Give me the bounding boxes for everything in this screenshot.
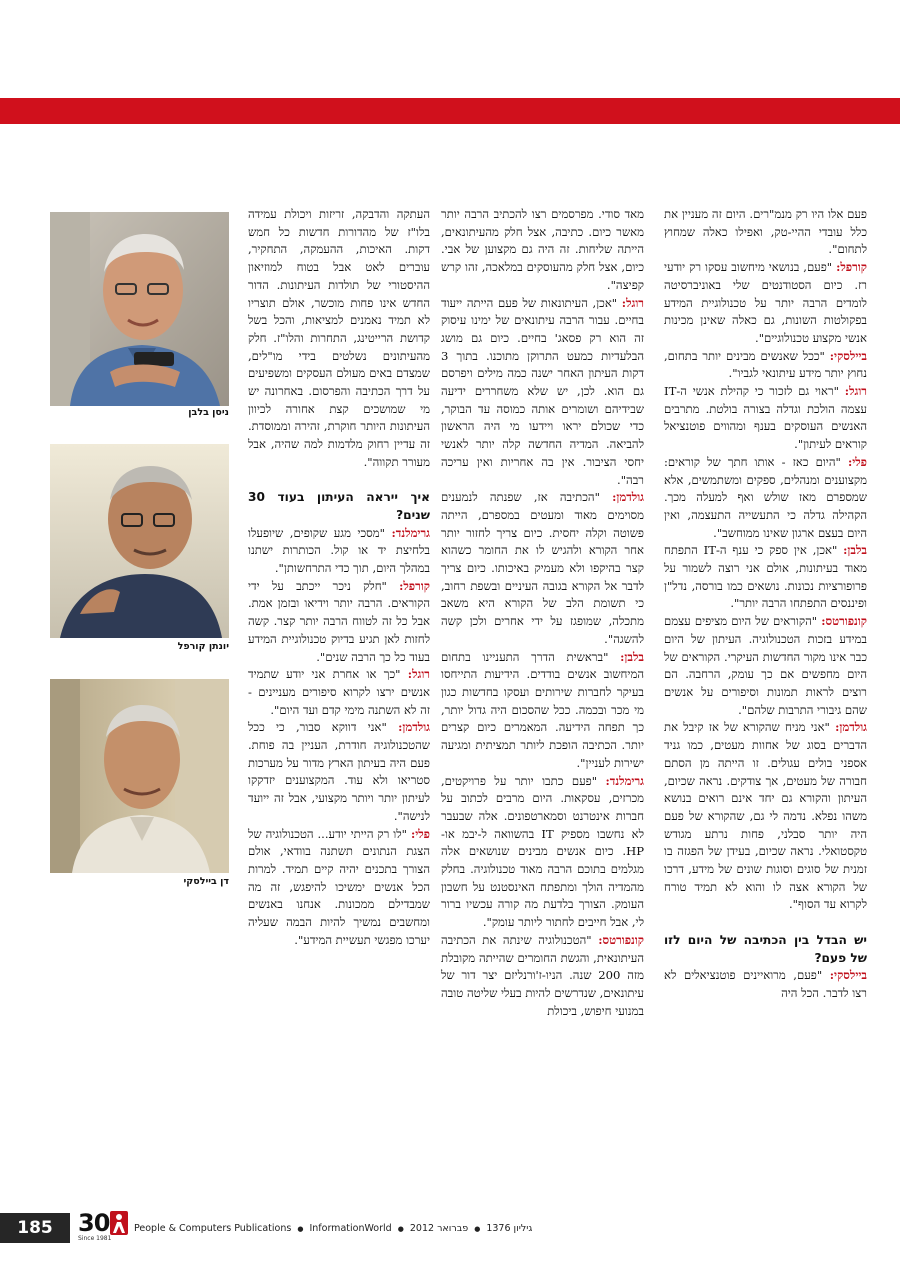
photo-yonatan-korpel — [50, 444, 229, 638]
speaker-name: רוגל: — [407, 667, 430, 682]
speaker-name: קונפורטס: — [821, 614, 867, 629]
paragraph-text: "חלק ניכר ייכתב על ידי הקוראים. הרבה יותר וידיאו ובזמן אמת. אבל כל זה לטווח הרבה יותר קצר. קשה לחזות לאן תגיע בדיוק טכנולוגיית המידע בעוד כל כך הרבה שנים". — [248, 578, 430, 664]
speaker-name: פלי: — [847, 454, 867, 469]
anniversary-logo — [78, 1211, 130, 1245]
paragraph — [248, 719, 430, 825]
speaker-name: ביילסקי: — [829, 968, 867, 983]
footer-separator-3: ● — [474, 1225, 481, 1233]
photo-nissan-balaban — [50, 212, 229, 406]
paragraph — [664, 454, 867, 543]
paragraph-text: "פעם, בנושאי מיחשוב עסקו רק יודעי רז. כיום הסטודנטים שלי באוניברסיטה לומדים הרבה יותר על טכנולוגיית המידע בפקולטות השונות, גם כאלה שאינן מכינות אנשי מקצוע טכנולוגיים". — [664, 260, 867, 345]
footer-issue-date: פברואר 2012 — [409, 1223, 469, 1234]
logo-since: Since 1981 — [78, 1235, 112, 1242]
paragraph — [248, 826, 430, 950]
paragraph-text: "מסכי מגע שקופים, שיופעלו בלחיצת יד או קול. הכותרות ישתנו במהלך היום, תוך כדי התרחשותן". — [248, 525, 430, 576]
paragraph — [664, 259, 867, 348]
speaker-name: גולדמן: — [612, 490, 644, 505]
paragraph-text: "היום כאז - אותו חתך של קוראים: מקצוענים ומנהלים, ספקים ומשתמשים, אלא שמספרם מאז שולש ואף למעלה מכך. הקהילה גדלה כי התעשייה התעצמה, ואין היום בעצם ארגון שאינו ממוחשב". — [664, 454, 867, 540]
paragraph-text: פעם אלו היו רק מנמ"רים. היום זה מעניין את כלל עובדי ההיי-טק, ואפילו כאלה שמחוץ לתחום". — [664, 207, 867, 257]
paragraph — [248, 578, 430, 667]
paragraph-text: "ראוי גם לזכור כי קהילת אנשי ה-IT עצמה הולכת וגדלה בצורה בולטת. מתרבים האנשים העוסקים בענף ומהווים פוטנציאל קוראים לעיתון". — [664, 384, 867, 452]
speaker-name: גולדמן: — [835, 720, 867, 735]
paragraph — [248, 666, 430, 719]
footer-credits — [134, 1223, 532, 1234]
paragraph-text: מאד סודי. מפרסמים רצו להכתיב הרבה יותר מאשר כיום. כתיבה, אצל חלק מהעיתונאים, הייתה שליחות. זה היה גם מקצוען של אבי. כיום, אצל חלק מהעוסקים במלאכה, זהו קרש קפיצה". — [441, 207, 644, 292]
logo-number: 30 — [78, 1209, 110, 1237]
header-red-bar — [0, 98, 900, 124]
paragraph — [441, 489, 644, 648]
paragraph-text: "כך או אחרת אני יודע שתמיד אנשים ירצו לקרוא סיפורים מעניינים - זה לא השתנה מימי קדם ועד היום". — [248, 667, 430, 717]
speaker-name: קורפל: — [399, 578, 430, 593]
paragraph-text: "הכתיבה אז, שפנתה לנמענים מסוימים מאוד ומעטים במספרם, הייתה פשוטה וקלה יחסית. כיום צריך לחזור יותר אחר הקורא ולהגיש לו את החומר כשהוא קצר בהיקפו ולא מעמיק באיכותו. כיום צריך לדבר אל הקורא בגובה העיניים ובשפת רחוב, כי תשומת הלב של הקורא היא משאב מתכלה, שמופגז על ידי אחרים ולכן קשה להשגה". — [441, 490, 644, 646]
article-column-2 — [441, 206, 644, 1020]
speaker-name: גולדמן: — [398, 720, 430, 735]
paragraph-text: "אכן, העיתונאות של פעם הייתה ייעוד בחיים. עבור הרבה עיתונאים של ימינו עיסוק זה הוא רק פסאג' בחיים. כיום גם מושג הבלעדיות כמעט התרוקן מתוכנו. בתוך 3 דקות העיתון האחר ישנה כמה מילים ויפרסם גם הוא. לכן, יש שלא משחררים ידיעה שבידיהם ושומרים אותה כמוסה עד הבוקר, כדי שכולם יראו ויידעו מי היה הראשון להביאה. המדיה החדשה קלה יותר לאנשי יחסי הציבור. אין בה אחריות ואין עריכה רבה". — [441, 295, 644, 487]
paragraph — [441, 295, 644, 490]
paragraph-text: "הקוראים של היום מציפים עצמם במידע בזכות הטכנולוגיה. העיתון של היום כבר אינו מקור החדשות העיקרי. הקוראים של היום מחפשים אם כך עומק, הרחבה. הם רוצים לראות תמונות וסיפורים על אנשים שהם גיבורי התרבות שלהם". — [664, 614, 867, 717]
paragraph-gap — [664, 914, 867, 932]
paragraph — [664, 967, 867, 1002]
speaker-name: רוגל: — [844, 384, 867, 399]
footer-issue-number: גיליון 1376 — [486, 1223, 533, 1234]
paragraph-text: "הטכנולוגיה שינתה את הכתיבה העיתונאית, והגשת החומרים שהייתה מקובלת מזה 200 שנה. הניו-ז'ורנליזם יצר דור של עיתונאים, שנדרשים להיות בעלי שליטה טובה במנועי חיפוש, ביכולת — [441, 932, 644, 1018]
paragraph — [664, 348, 867, 383]
paragraph — [441, 932, 644, 1021]
paragraph-text: "אכן, אין ספק כי ענף ה-IT התפתח מאוד בעיתונות, אולם אני רוצה לשמור על פרופורציות נכונות. נושאים כמו בורסה, נדל"ן ופיננסים התפתחו הרבה יותר". — [664, 543, 867, 611]
paragraph-text: העתקה והדבקה, זריזות ויכולת עמידה בלו"ז של מהדורות חדשות כל חמש דקות. האיכות, ההעמקה, התחקיר, עוברים לאט אבל בטוח למוזיאון ההיסטורי של תולדות העיתונות. הדור החדש אינו פחות מוכשר, אולם תוצריו לא תמיד נאמנים למציאות, והכל בשל קדושת הרייטינג, התחרות והלו"ז. חלק מהעיתונים נשלטים בידי מו"לים, שמצדם באים מעולם העסקים ומשפיעים על דרך הכתיבה והפרסום. באחרונה יש מי שמושכים קצת אחורה לכיוון העיתונות היותר חוקרת, זהירה וממוסדת. זה עדיין רחוק מלדמות למה שהיה, אבל מעורר תקווה". — [248, 207, 430, 469]
footer-separator-2: ● — [397, 1225, 404, 1233]
paragraph-text: "בראשית הדרך התעניינו בתחום המיחשוב אנשים בודדים. הידיעות התייחסו בעיקר לחברות שירותים ועסקו בחדשות כגון מי מכר ובכמה. ככל שהסכום היה גדול יותר, כך תפחה הידיעה. המאמרים כיום קצרים יותר. הכתיבה הופכת ליותר תמציתית ומגיעה ישירות לעניין". — [441, 649, 644, 770]
speaker-name: בלבן: — [620, 649, 644, 664]
article-column-1 — [664, 206, 867, 1003]
paragraph — [664, 719, 867, 914]
article-column-3 — [248, 206, 430, 950]
paragraph — [664, 206, 867, 259]
section-question: יש הבדל בין הכתיבה של היום לזו של פעם? — [664, 932, 867, 965]
paragraph-gap — [248, 472, 430, 490]
paragraph — [664, 383, 867, 454]
paragraph — [441, 649, 644, 773]
paragraph — [248, 525, 430, 578]
paragraph-text: "אני מניח שהקורא של אז קיבל את הדברים בסוג של אחוות מעטים, כמו גניד אספני בולים עגולים. זו הייתה מן הסתם חבורה של מעטים, אך צודקים. נראה שכיום, העיתון והקורא גם יחד אינם רואים בנושא משהו נפלא. נדמה לי גם, שהקורא של פעם היה יותר סבלני, פחות נרתע מגודש טקסטואלי. נראה שכיום, בעידן של הפגזה בו זמנית של סוגים וסוגות שונים של מידע, דרכו של הקורא אצה לו והוא לא תמיד טורח לקרוא עד הסוף". — [664, 720, 867, 912]
paragraph — [664, 542, 867, 613]
paragraph — [664, 613, 867, 719]
paragraph — [441, 773, 644, 932]
logo-figure-icon — [110, 1211, 128, 1235]
paragraph-text: "פעם כתבו יותר על פרויקטים, מכרזים, עסקאות. היום מרבים לכתוב על חברות אינטרנט וסמארטפונים. אלה שבעבר לא נחשבו מספיק IT בהשוואה ל-יבמ או-HP. כיום אנשים מבינים שנושאים אלה מגלמים בתוכם הרבה מאוד טכנולוגיה. בחלק מהמדיה הולך ומתפתח האינסטנט על חשבון העומק. הצורך בלדעת מה קורה עכשיו ברור לי, אבל חייבים לחתור ליותר עומק". — [441, 773, 644, 930]
paragraph-text: "לו רק הייתי יודע... הטכנולוגיה של הצגת הנתונים תשתנה בוודאי, אולם הצורך בתכנים יהיה קיים תמיד. למרות הכל אנשים ימשיכו להיפגש, זה מה שמבדילם ממכונות. אנחנו באנשים ומחשבים נמשיך להיות הבמה שעליה יערכו מפגשי תעשיית המידע". — [248, 826, 430, 947]
photo-caption-1: ניסן בלבן — [188, 407, 229, 418]
footer-product: InformationWorld — [309, 1223, 392, 1234]
paragraph-text: "ככל שאנשים מבינים יותר בתחום, נחוץ יותר מידע עיתונאי לגביו". — [664, 348, 867, 381]
speaker-name: קונפורטס: — [598, 932, 644, 947]
speaker-name: קורפל: — [836, 260, 867, 275]
paragraph-text: "פעם, מרואיינים פוטנציאלים לא רצו לדבר. הכל היה — [664, 968, 867, 1000]
section-question: איך ייראה העיתון בעוד 30 שנים? — [248, 490, 430, 522]
footer-publisher: People & Computers Publications — [134, 1223, 292, 1234]
speaker-name: רוגל: — [621, 295, 644, 310]
paragraph — [248, 206, 430, 472]
paragraph — [441, 206, 644, 295]
speaker-name: גרימלנד: — [605, 773, 644, 788]
speaker-name: גרימלנד: — [391, 525, 430, 540]
speaker-name: פלי: — [410, 826, 430, 841]
photo-caption-2: יונתן קורפל — [177, 641, 229, 652]
photo-dan-bialsky — [50, 679, 229, 873]
speaker-name: בלבן: — [843, 543, 867, 558]
speaker-name: ביילסקי: — [829, 348, 867, 363]
page-number: 185 — [0, 1213, 70, 1243]
footer-separator-1: ● — [297, 1225, 304, 1233]
paragraph-text: "אני דווקא סבור, כי ככל שהטכנולוגיה חודרת, העניין בה פוחת. פעם היה בעיתון הארץ מדור על מערכות סטריאו ולא עוד. המקצוענים יזדקקו לעיתון יותר ויותר מקצועי, אבל זה ייועד לנישה". — [248, 720, 430, 823]
photo-caption-3: דן ביילסקי — [183, 876, 229, 887]
